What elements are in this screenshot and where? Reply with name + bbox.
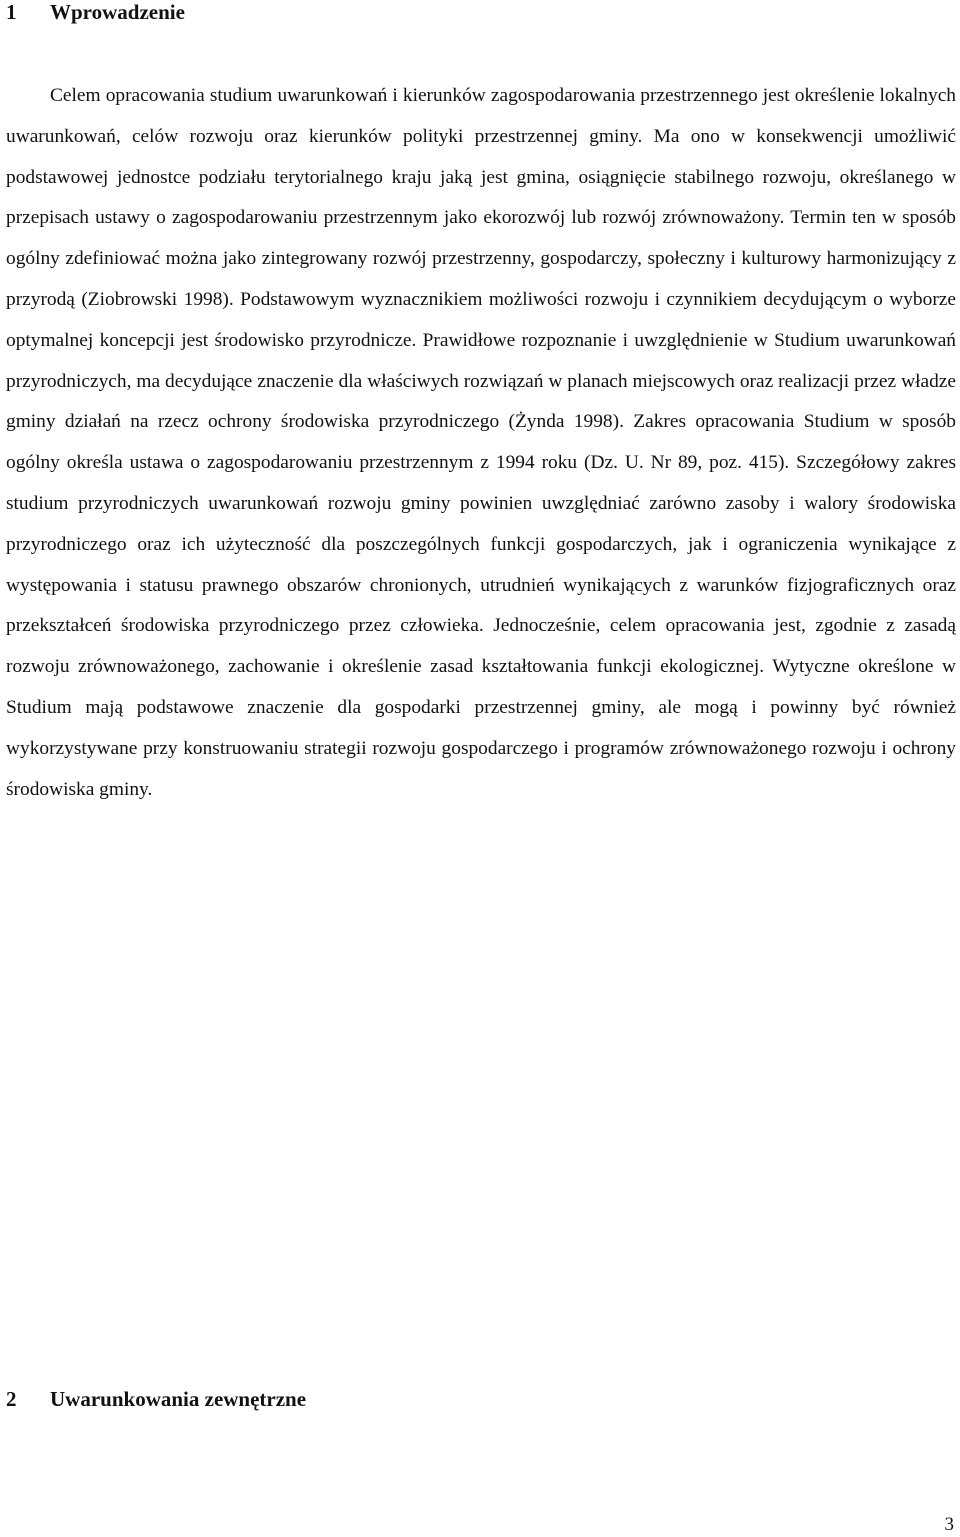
section-number: 1 bbox=[6, 0, 17, 24]
section-heading-2 bbox=[6, 1387, 306, 1411]
intro-paragraph: Celem opracowania studium uwarunkowań i kierunków zagospodarowania przestrzennego jest określenie lokalnych uwarunkowań, celów rozwoju oraz kierunków polityki przestrzennej gminy. Ma ono w konsekwencji umożliwić podstawowej jednostce podziału terytorialnego kraju jaką jest gmina, osiągnięcie stabilnego rozwoju, określanego w przepisach ustawy o zagospodarowaniu przestrzennym jako ekorozwój lub rozwój zrównoważony. Termin ten w sposób ogólny zdefiniować można jako zintegrowany rozwój przestrzenny, gospodarczy, społeczny i kulturowy harmonizujący z przyrodą (Ziobrowski 1998). Podstawowym wyznacznikiem możliwości rozwoju i czynnikiem decydującym o wyborze optymalnej koncepcji jest środowisko przyrodnicze. Prawidłowe rozpoznanie i uwzględnienie w Studium uwarunkowań przyrodniczych, ma decydujące znaczenie dla właściwych rozwiązań w planach miejscowych oraz realizacji przez władze gminy działań na rzecz ochrony środowiska przyrodniczego (Żynda 1998). Zakres opracowania Studium w sposób ogólny określa ustawa o zagospodarowaniu przestrzennym z 1994 roku (Dz. U. Nr 89, poz. 415). Szczegółowy zakres studium przyrodniczych uwarunkowań rozwoju gminy powinien uwzględniać zarówno zasoby i walory środowiska przyrodniczego oraz ich użyteczność dla poszczególnych funkcji gospodarczych, jak i ograniczenia wynikające z występowania i statusu prawnego obszarów chronionych, utrudnień wynikających z warunków fizjograficznych oraz przekształceń środowiska przyrodniczego przez człowieka. Jednocześnie, celem opracowania jest, zgodnie z zasadą rozwoju zrównoważonego, zachowanie i określenie zasad kształtowania funkcji ekologicznej. Wytyczne określone w Studium mają podstawowe znaczenie dla gospodarki przestrzennej gminy, ale mogą i powinny być również wykorzystywane przy konstruowaniu strategii rozwoju gospodarczego i programów zrównoważonego rozwoju i ochrony środowiska gminy. bbox=[6, 85, 956, 800]
page-number: 3 bbox=[944, 1514, 954, 1535]
section-title: Wprowadzenie bbox=[50, 0, 185, 24]
section-heading-1 bbox=[6, 0, 185, 24]
section-number: 2 bbox=[6, 1387, 17, 1411]
section-title: Uwarunkowania zewnętrzne bbox=[50, 1387, 307, 1411]
